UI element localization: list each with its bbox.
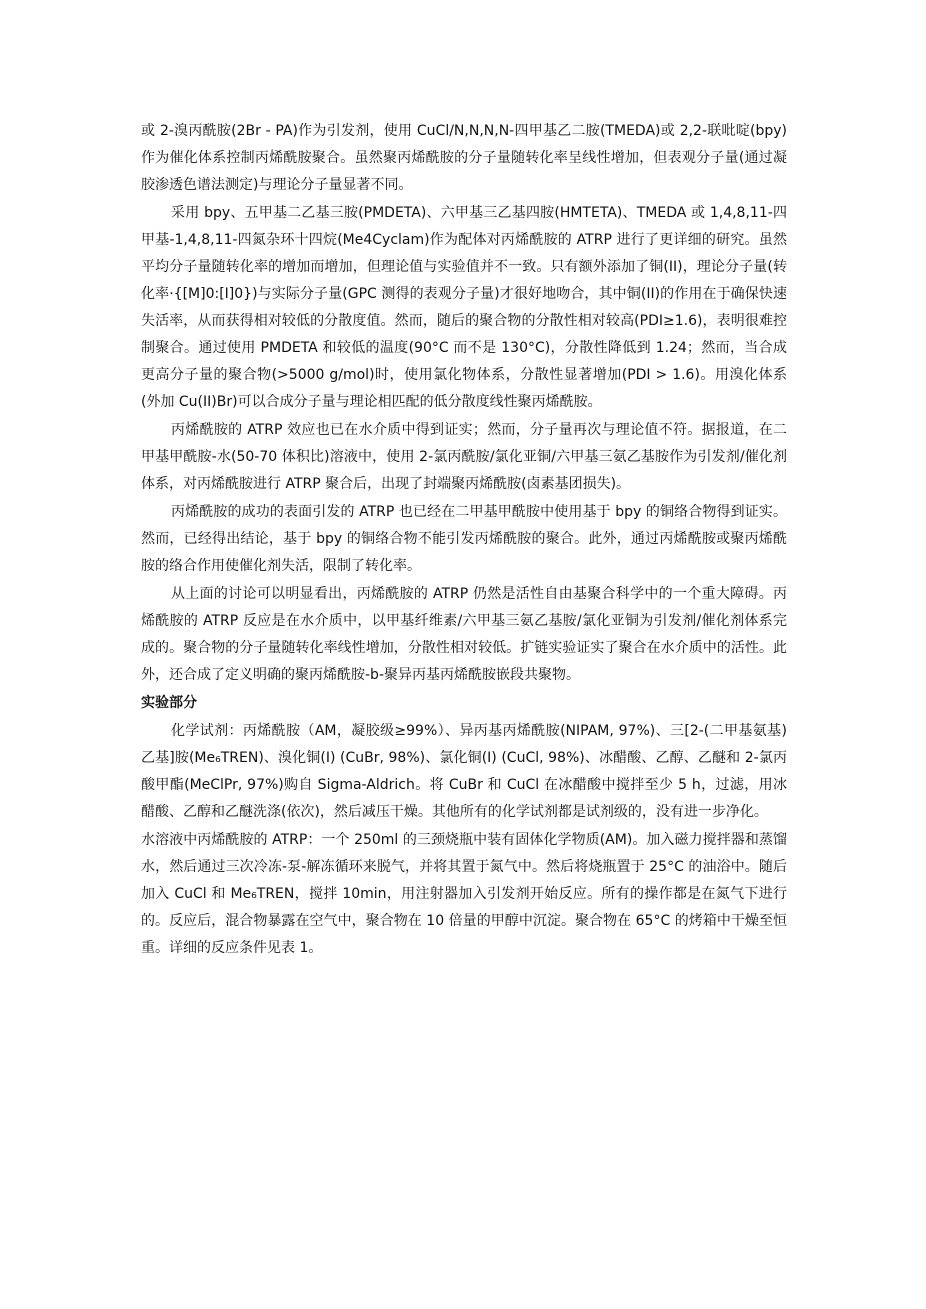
paragraph-aqueous-media: 丙烯酰胺的 ATRP 效应也已在水介质中得到证实；然而，分子量再次与理论值不符。据报道，在二甲基甲酰胺-水(50-70 体积比)溶液中，使用 2-氯丙酰胺/氯化亚铜/六甲基三氨乙基胺作为引发剂/催化剂体系，对丙烯酰胺进行 ATRP 聚合后，出现了封端聚丙烯酰胺(卤素基团损失)。 (141, 422, 787, 492)
document-page (141, 118, 787, 963)
paragraph-initiator-system: 或 2-溴丙酰胺(2Br - PA)作为引发剂，使用 CuCl/N,N,N,N-四甲基乙二胺(TMEDA)或 2,2-联吡啶(bpy)作为催化体系控制丙烯酰胺聚合。虽然聚丙烯酰胺的分子量随转化率呈线性增加，但表观分子量(通过凝胶渗透色谱法测定)与理论分子量显著不同。 (141, 123, 787, 193)
paragraph-discussion-summary: 从上面的讨论可以明显看出，丙烯酰胺的 ATRP 仍然是活性自由基聚合科学中的一个重大障碍。丙烯酰胺的 ATRP 反应是在水介质中，以甲基纤维素/六甲基三氨乙基胺/氯化亚铜为引发剂/催化剂体系完成的。聚合物的分子量随转化率线性增加，分散性相对较低。扩链实验证实了聚合在水介质中的活性。此外，还合成了定义明确的聚丙烯酰胺-b-聚异丙基丙烯酰胺嵌段共聚物。 (141, 586, 787, 683)
paragraph-surface-initiated: 丙烯酰胺的成功的表面引发的 ATRP 也已经在二甲基甲酰胺中使用基于 bpy 的铜络合物得到证实。然而，已经得出结论，基于 bpy 的铜络合物不能引发丙烯酰胺的聚合。此外，通过丙烯酰胺或聚丙烯酰胺的络合作用使催化剂失活，限制了转化率。 (141, 504, 787, 574)
paragraph-chemical-reagents: 化学试剂：丙烯酰胺（AM，凝胶级≥99%）、异丙基丙烯酰胺(NIPAM, 97%)、三[2-(二甲基氨基)乙基]胺(Me₆TREN)、溴化铜(I) (CuBr, 98%)、氯化铜(I) (CuCl, 98%)、冰醋酸、乙醇、乙醚和 2-氯丙酸甲酯(MeClPr, 97%)购自 Sigma-Aldrich。将 CuBr 和 CuCl 在冰醋酸中搅拌至少 5 h，过滤，用冰醋酸、乙醇和乙醚洗涤(依次)，然后减压干燥。其他所有的化学试剂都是试剂级的，没有进一步净化。 (141, 723, 787, 820)
section-heading-experimental: 实验部分 (141, 695, 197, 711)
paragraph-ligand-study: 采用 bpy、五甲基二乙基三胺(PMDETA)、六甲基三乙基四胺(HMTETA)、TMEDA 或 1,4,8,11-四甲基-1,4,8,11-四氮杂环十四烷(Me4Cyclam)作为配体对丙烯酰胺的 ATRP 进行了更详细的研究。虽然平均分子量随转化率的增加而增加，但理论值与实验值并不一致。只有额外添加了铜(II)，理论分子量(转化率·{[M]0:[I]0})与实际分子量(GPC 测得的表观分子量)才很好地吻合，其中铜(II)的作用在于确保快速失活率，从而获得相对较低的分散度值。然而，随后的聚合物的分散性相对较高(PDI≥1.6)，表明很难控制聚合。通过使用 PMDETA 和较低的温度(90°C 而不是 130°C)，分散性降低到 1.24；然而，当合成更高分子量的聚合物(>5000 g/mol)时，使用氯化物体系，分散性显著增加(PDI > 1.6)。用溴化体系(外加 Cu(II)Br)可以合成分子量与理论相匹配的低分散度线性聚丙烯酰胺。 (141, 205, 787, 410)
paragraph-aqueous-atrp-procedure: 水溶液中丙烯酰胺的 ATRP：一个 250ml 的三颈烧瓶中装有固体化学物质(AM)。加入磁力搅拌器和蒸馏水，然后通过三次冷冻-泵-解冻循环来脱气，并将其置于氮气中。然后将烧瓶置于 25°C 的油浴中。随后加入 CuCl 和 Me₆TREN，搅拌 10min，用注射器加入引发剂开始反应。所有的操作都是在氮气下进行的。反应后，混合物暴露在空气中，聚合物在 10 倍量的甲醇中沉淀。聚合物在 65°C 的烤箱中干燥至恒重。详细的反应条件见表 1。 (141, 832, 787, 956)
